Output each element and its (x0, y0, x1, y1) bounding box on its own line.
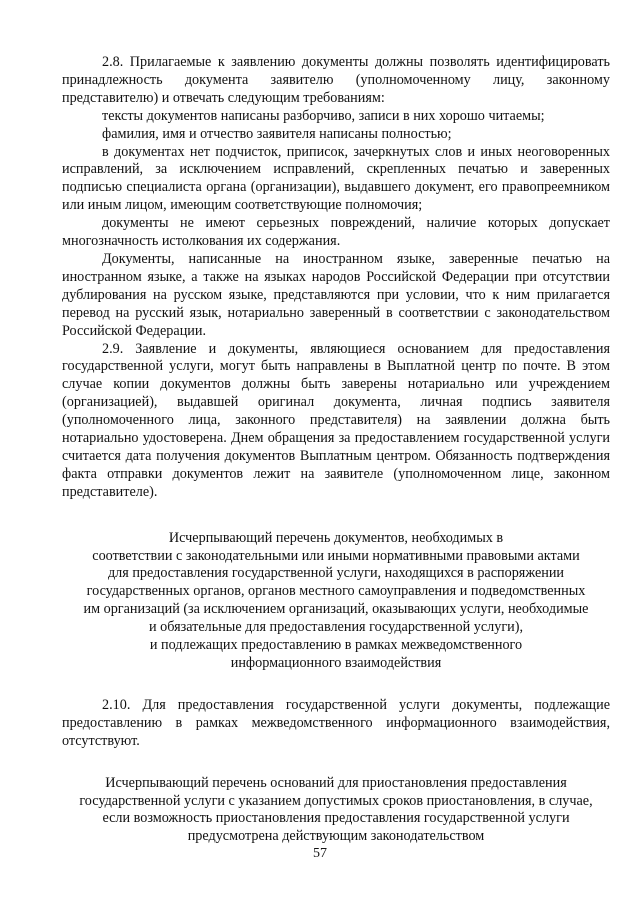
requirement-legible-text: тексты документов написаны разборчиво, записи в них хорошо читаемы; (102, 107, 545, 124)
paragraph-2-8: 2.8. Прилагаемые к заявлению документы должны позволять идентифицировать принадлежность документа заявителю (уполномоченному лицу, законному представителю) и отвечать следующим требованиям: (62, 54, 610, 106)
paragraph-2-10: 2.10. Для предоставления государственной услуги документы, подлежащие предоставлению в рамках межведомственного информационного взаимодействия, отсутствуют. (62, 696, 610, 749)
requirement-full-name: фамилия, имя и отчество заявителя написаны полностью; (102, 125, 452, 142)
heading-line: если возможность приостановления предоставления государственной услуги (102, 810, 570, 827)
paragraph-foreign-language: Документы, написанные на иностранном языке, заверенные печатью на иностранном языке, а также на языках народов Российской Федерации при отсутствии дублирования на русском языке, представляются при условии, что к ним прилагается перевод на русский язык, нотариально заверенный в соответствии с законодательством Российской Федерации. (62, 250, 610, 339)
heading-line: им организаций (за исключением организаций, оказывающих услуги, необходимые (83, 601, 589, 618)
heading-line: Исчерпывающий перечень документов, необходимых в (168, 529, 504, 546)
heading-line: Исчерпывающий перечень оснований для приостановления предоставления (105, 774, 567, 791)
heading-line: государственной услуги с указанием допустимых сроков приостановления, в случае, (79, 792, 593, 809)
heading-line: и обязательные для предоставления государственной услуги), (148, 619, 524, 636)
requirement-no-damage: документы не имеют серьезных повреждений, наличие которых допускает многозначность истолкования их содержания. (62, 215, 610, 250)
document-page (62, 54, 610, 846)
section-heading-suspension (62, 775, 610, 847)
requirement-no-corrections: в документах нет подчисток, приписок, зачеркнутых слов и иных неоговоренных исправлений, за исключением исправлений, скрепленных печатью и заверенных подписью специалиста органа (организации), выдавшего документ, его правопреемником или иным лицом, имеющим соответствующие полномочия; (62, 143, 610, 214)
heading-line: для предоставления государственной услуги, находящихся в распоряжении (107, 565, 565, 582)
heading-line: предусмотрена действующим законодательством (187, 828, 485, 845)
paragraph-2-9: 2.9. Заявление и документы, являющиеся основанием для предоставления государственной услуги, могут быть направлены в Выплатной центр по почте. В этом случае копии документов должны быть заверены нотариально или учреждением (организацией), выдавшей оригинал документа, личная подпись заявителя (уполномоченного лица, законного представителя) на заявлении должна быть нотариально удостоверена. Днем обращения за предоставлением государственной услуги считается дата получения документов Выплатным центром. Обязанность подтверждения факта отправки документов лежит на заявителе (уполномоченном лице, законном представителе). (62, 340, 610, 500)
heading-line: соответствии с законодательными или иными нормативными правовыми актами (92, 547, 580, 564)
heading-line: информационного взаимодействия (230, 655, 442, 671)
section-heading-documents (62, 530, 610, 673)
heading-line: и подлежащих предоставлению в рамках межведомственного (149, 637, 523, 654)
heading-line: государственных органов, органов местного самоуправления и подведомственных (86, 583, 586, 600)
page-number: 57 (313, 846, 327, 861)
